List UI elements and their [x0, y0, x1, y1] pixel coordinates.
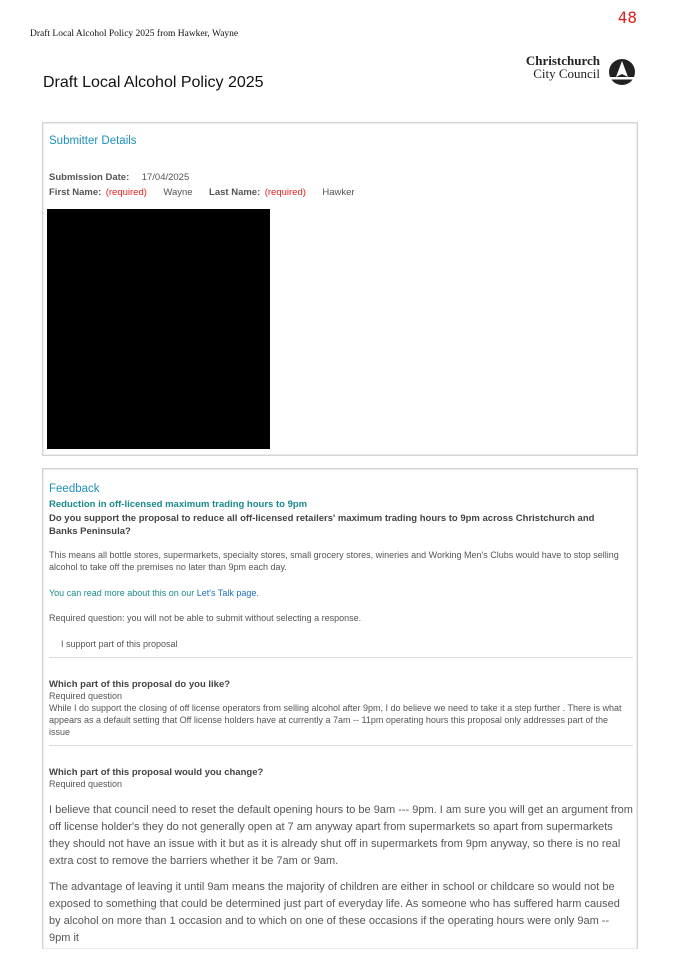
- lets-talk-link[interactable]: Let's Talk page.: [196, 588, 259, 598]
- council-logo: [510, 54, 638, 88]
- running-header: Draft Local Alcohol Policy 2025 from Hawker, Wayne: [30, 29, 239, 39]
- divider: [49, 657, 633, 658]
- feedback-explanation: This means all bottle stores, supermarkets, specialty stores, small grocery stores, wineries and Working Men's Clubs would have to stop selling alcohol to take off the premises no later than 9pm each day.: [49, 550, 619, 572]
- submission-date-value: 17/04/2025: [141, 172, 190, 183]
- like-required: Required question: [49, 691, 123, 701]
- first-name-label: First Name:: [49, 187, 102, 198]
- feedback-topic: Reduction in off-licensed maximum trading hours to 9pm: [49, 499, 308, 510]
- submitter-details-heading: Submitter Details: [49, 135, 137, 147]
- redacted-block: [47, 209, 270, 449]
- change-answer-paragraph-2: The advantage of leaving it until 9am means the majority of children are either in school or childcare so would not be exposed to something that could be determined just part of everyday life. As someone who has suffered harm caused by alcohol on more than 1 occasion and to which on one of these occasions if the operating hours were only 9am -- 9pm it: [49, 881, 620, 944]
- feedback-panel: [42, 468, 638, 949]
- read-more-prefix: You can read more about this on our: [49, 588, 197, 598]
- document-title: Draft Local Alcohol Policy 2025: [43, 74, 264, 91]
- like-question: Which part of this proposal do you like?: [49, 679, 231, 690]
- change-answer-paragraph-1: I believe that council need to reset the default opening hours to be 9am --- 9pm. I am sure you will get an argument from off license holder's they do not generally open at 7 am anyway apart from supermarkets so apart from supermarkets they should not have an issue with it but as it is already shut off in supermarkets from 9pm anyway, so there is no real extra cost to remove the barriers whether it be 7am or 9am.: [49, 804, 633, 867]
- first-name-value: Wayne: [163, 187, 193, 198]
- submitter-details-panel: [42, 122, 638, 456]
- feedback-heading: Feedback: [49, 483, 100, 495]
- last-name-required: (required): [264, 187, 306, 198]
- read-more-text: [49, 587, 629, 599]
- last-name-value: Hawker: [322, 187, 355, 198]
- change-question: Which part of this proposal would you change?: [49, 767, 264, 778]
- divider: [49, 745, 633, 746]
- like-answer: While I do support the closing of off license operators from selling alcohol after 9pm, I do believe we need to take it a step further . There is what appears as a default setting that Off license holders have at currently a 7am -- 11pm operating hours this proposal only addresses part of the issue: [49, 703, 622, 737]
- page-number: 48: [617, 8, 637, 27]
- council-emblem-icon: [606, 57, 638, 87]
- first-name-required: (required): [105, 187, 147, 198]
- logo-line2: City Council: [533, 66, 600, 81]
- selected-answer: I support part of this proposal: [61, 639, 178, 649]
- required-notice: Required question: you will not be able to submit without selecting a response.: [49, 613, 362, 623]
- submission-date-label: Submission Date:: [49, 172, 130, 183]
- change-required: Required question: [49, 779, 123, 789]
- feedback-question: Do you support the proposal to reduce all off-licensed retailers' maximum trading hours to 9pm across Christchurch and Banks Peninsula?: [49, 513, 595, 537]
- last-name-label: Last Name:: [209, 187, 261, 198]
- logo-line1: Christchurch: [525, 53, 600, 68]
